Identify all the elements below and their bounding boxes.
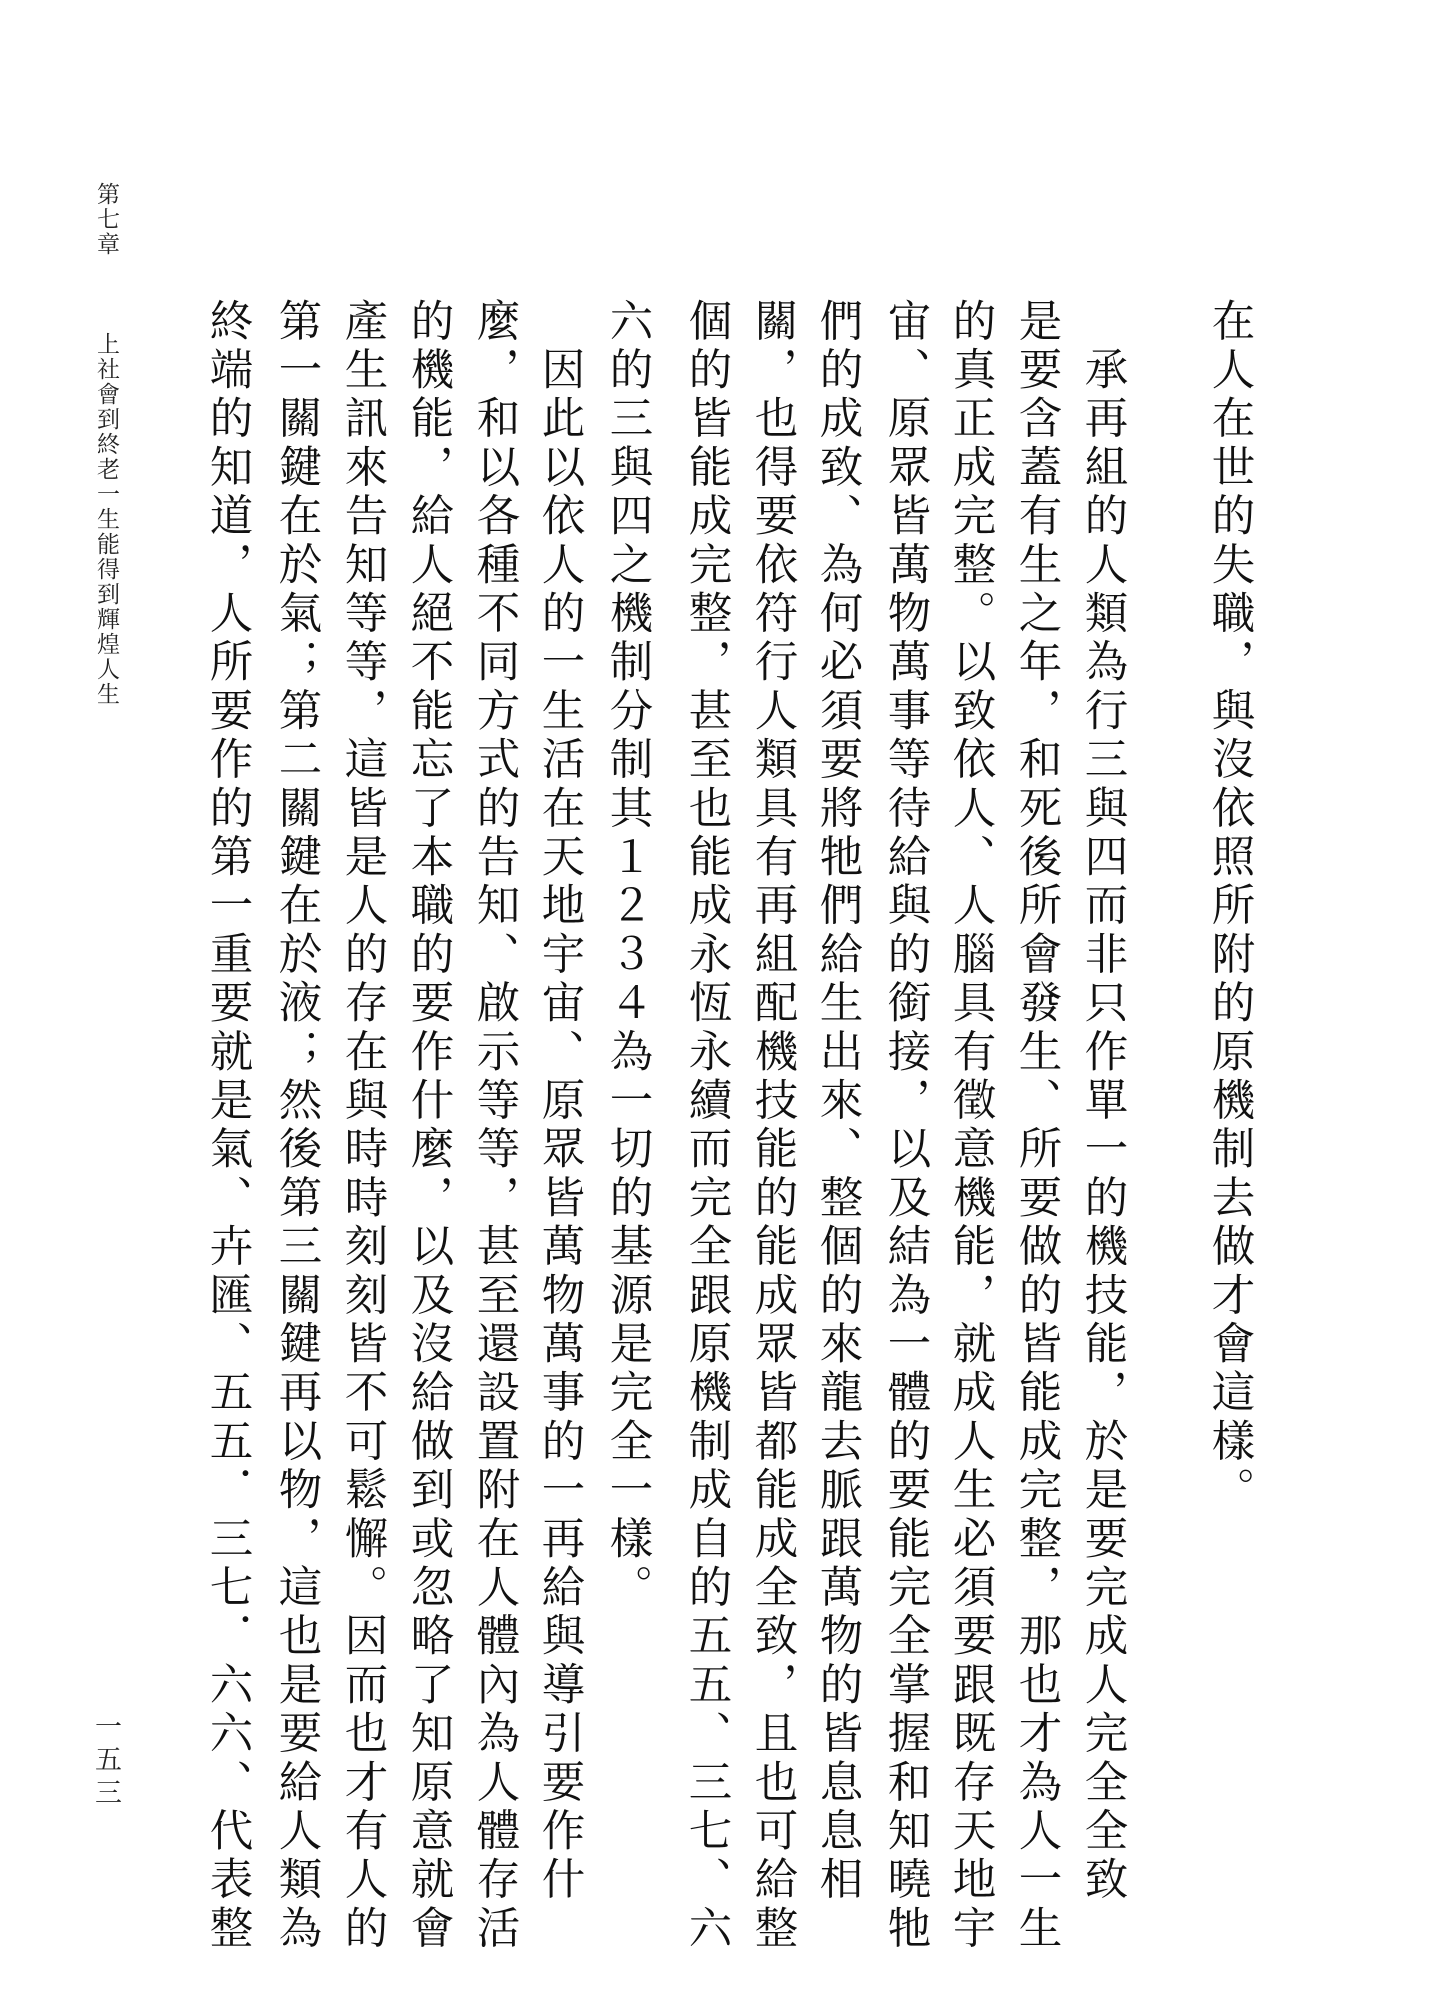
text-column: 關，也得要依符行人類具有再組配機技能的能成眾皆都能成全致，且也可給整 [747,298,798,1954]
text-column: 六的三與四之機制分制其１２３４為一切的基源是完全一樣。 [602,298,653,1613]
text-column: 終端的知道，人所要作的第一重要就是氣、卉匯、五五．三七．六六、代表整 [202,298,253,1954]
page-number: 一五三 [90,1712,121,1811]
running-head-chapter: 第七章 [93,182,119,257]
text-column: 的真正成完整。以致依人、人腦具有徵意機能，就成人生必須要跟既存天地宇 [945,298,996,1954]
text-column: 承再組的人類為行三與四而非只作單一的機技能，於是要完成人完全全致 [1077,298,1128,1906]
running-head-title: 上社會到終老一生能得到輝煌人生 [93,332,119,707]
text-column: 們的成致、為何必須要將牠們給生出來、整個的來龍去脈跟萬物的皆息息相 [812,298,863,1906]
text-column: 是要含蓋有生之年，和死後所會發生、所要做的皆能成完整，那也才為人一生 [1011,298,1062,1954]
text-column: 的機能，給人絕不能忘了本職的要作什麼，以及沒給做到或忽略了知原意就會 [403,298,454,1954]
text-column: 第一關鍵在於氣；第二關鍵在於液；然後第三關鍵再以物，這也是要給人類為 [271,298,322,1954]
text-column: 宙、原眾皆萬物萬事等待給與的銜接，以及結為一體的要能完全掌握和知曉牠 [880,298,931,1954]
text-column: 個的皆能成完整，甚至也能成永恆永續而完全跟原機制成自的五五、三七、六 [681,298,732,1954]
text-column: 因此以依人的一生活在天地宇宙、原眾皆萬物萬事的一再給與導引要作什 [534,298,585,1906]
text-column: 麼，和以各種不同方式的告知、啟示等等，甚至還設置附在人體內為人體存活 [469,298,520,1954]
text-column: 產生訊來告知等等，這皆是人的存在與時時刻刻皆不可鬆懈。因而也才有人的 [337,298,388,1954]
text-column: 在人在世的失職，與沒依照所附的原機制去做才會這樣。 [1204,298,1255,1516]
